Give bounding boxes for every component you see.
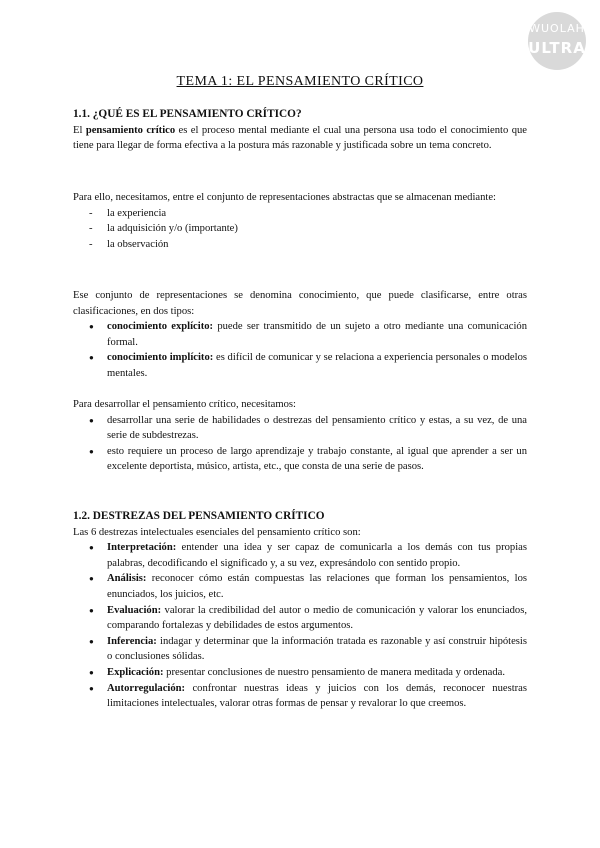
needs-list [73,413,527,475]
list-item: - la observación [73,237,527,253]
skills-list [73,540,527,712]
list-item [73,634,527,665]
intro-bold-term: pensamiento crítico [85,124,176,136]
list-item [73,540,527,571]
term-description: valorar la credibilidad del autor o medio de comunicación y valorar los enunciados, comparando fortalezas y debilidades de estos argumentos. [107,604,527,632]
sources-list [73,206,527,253]
term: Autorregulación: [107,682,186,694]
knowledge-types-list [73,319,527,381]
section-2 [73,509,527,712]
term: Explicación: [107,666,164,678]
term: Evaluación: [107,604,162,616]
list-item [73,603,527,634]
knowledge-block [73,288,527,382]
list-item: - la experiencia [73,206,527,222]
term: Inferencia: [107,635,157,647]
watermark-line-2: ULTRA [528,39,586,57]
list-item: - la adquisición y/o (importante) [73,221,527,237]
list-item [73,571,527,602]
term: conocimiento explícito: [107,321,214,333]
watermark-logo [528,12,586,70]
term-description: entender una idea y ser capaz de comunicarla a los demás con tus propias palabras, decodificando el significado y, a su vez, expresándolo con sentido propio. [107,542,527,569]
knowledge-paragraph: Ese conjunto de representaciones se denomina conocimiento, que puede clasificarse, entre otras clasificaciones, en dos tipos: [73,290,527,317]
term-description: confrontar nuestras ideas y juicios con los demás, reconocer nuestras limitaciones intelectuales, valorar otras formas de pensar y revalorar lo que creemos. [107,682,527,710]
term: Análisis: [107,573,147,585]
term-description: es difícil de comunicar y se relaciona a experiencia personales o modelos mentales. [107,352,527,379]
section-2-heading: 1.2. DESTREZAS DEL PENSAMIENTO CRÍTICO [73,510,325,522]
term-description: puede ser transmitido de un sujeto a otro mediante una comunicación formal. [107,321,527,348]
list-item: ● desarrollar una serie de habilidades o destrezas del pensamiento crítico y estas, a su vez, de una serie de subdestrezas. [73,413,527,444]
watermark-line-1: WUOLAH [529,22,585,35]
representations-paragraph: Para ello, necesitamos, entre el conjunto de representaciones abstractas que se almacenan mediante: [73,192,496,203]
document-title: TEMA 1: EL PENSAMIENTO CRÍTICO [176,74,424,89]
development-paragraph: Para desarrollar el pensamiento crítico, necesitamos: [73,399,296,410]
definition-paragraph [73,123,527,154]
term: Interpretación: [107,542,177,554]
development-block [73,397,527,475]
term-description: presentar conclusiones de nuestro pensamiento de manera meditada y ordenada. [163,666,506,678]
representations-block [73,190,527,252]
intro-pre: El [73,124,86,136]
intro-post: es el proceso mental mediante el cual una persona usa todo el conocimiento que tiene para llegar de forma efectiva a la postura más razonable y justificada sobre un tema concreto. [73,124,527,152]
term-description: reconocer cómo están compuestas las relaciones que forman los pensamientos, los enunciados, los juicios, etc. [107,573,527,600]
list-item [73,665,527,681]
section-1 [73,107,527,154]
term-description: indagar y determinar que la información tratada es razonable y así construir hipótesis o conclusiones sólidas. [107,635,527,663]
term: conocimiento implícito: [107,352,214,364]
list-item: ● esto requiere un proceso de largo aprendizaje y trabajo constante, al igual que aprender a ser un excelente deportista, músico, artista, etc., que consta de una serie de pasos. [73,444,527,475]
skills-intro: Las 6 destrezas intelectuales esenciales del pensamiento crítico son: [73,526,361,538]
list-item [73,319,527,350]
list-item [73,350,527,381]
section-1-heading: 1.1. ¿QUÉ ES EL PENSAMIENTO CRÍTICO? [73,108,302,120]
list-item [73,681,527,712]
